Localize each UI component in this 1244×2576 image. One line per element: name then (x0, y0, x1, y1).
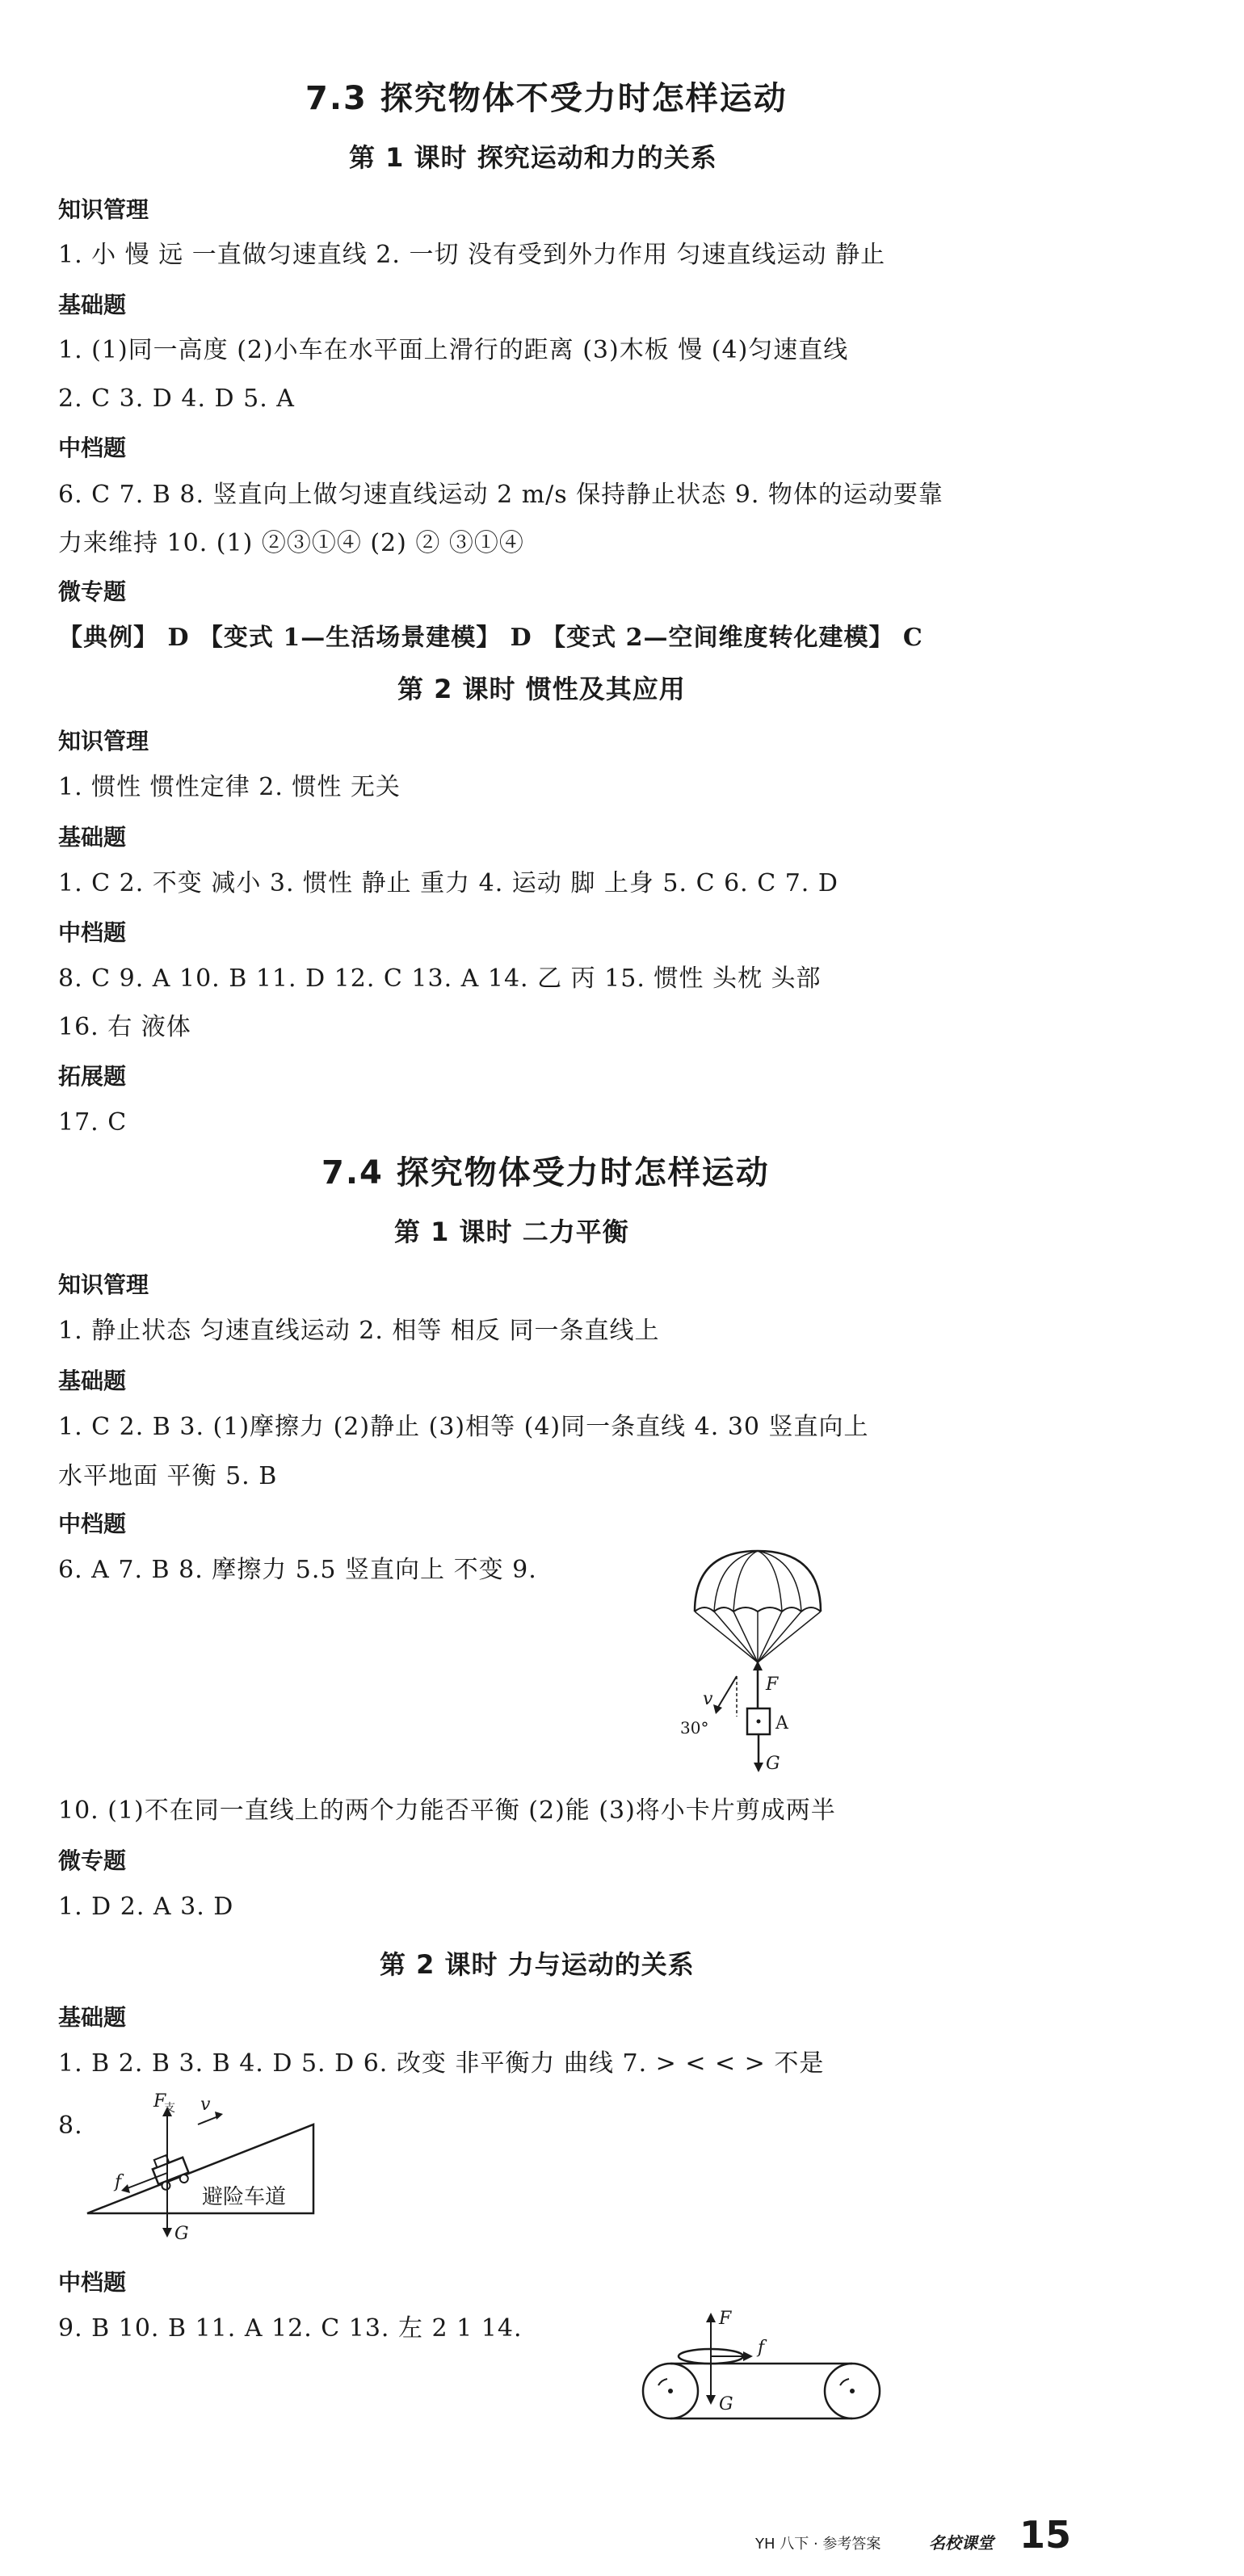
heading-basic: 基础题 (58, 824, 127, 851)
heading-basic: 基础题 (58, 1368, 127, 1394)
answer-line: 6. A 7. B 8. 摩擦力 5.5 竖直向上 不变 9. (58, 1556, 537, 1584)
answer-line: 1. 小 慢 远 一直做匀速直线 2. 一切 没有受到外力作用 匀速直线运动 静止 (58, 241, 886, 269)
answer-line: 1. C 2. 不变 减小 3. 惯性 静止 重力 4. 运动 脚 上身 5. C 6. C 7. D (58, 869, 838, 897)
force-label-G: G (174, 2224, 189, 2244)
heading-extension: 拓展题 (58, 1063, 127, 1090)
angle-label: 30° (680, 1718, 709, 1738)
force-label-F: F (719, 2309, 732, 2329)
answer-line: 9. B 10. B 11. A 12. C 13. 左 2 1 14. (58, 2314, 523, 2343)
ramp-label: 避险车道 (202, 2185, 287, 2209)
answer-line: 16. 右 液体 (58, 1013, 191, 1041)
heading-medium: 中档题 (58, 1511, 127, 1537)
lesson-title: 第 1 课时 二力平衡 (394, 1217, 629, 1247)
answer-line: 1. 惯性 惯性定律 2. 惯性 无关 (58, 773, 401, 801)
heading-micro: 微专题 (58, 578, 127, 605)
heading-medium: 中档题 (58, 2269, 127, 2296)
heading-knowledge: 知识管理 (58, 728, 149, 754)
friction-label-f: f (758, 2338, 765, 2358)
page-number: 15 (1019, 2513, 1072, 2557)
section-title-7-3: 7.3 探究物体不受力时怎样运动 (305, 80, 788, 117)
force-label-G: G (766, 1754, 780, 1774)
heading-medium: 中档题 (58, 919, 127, 946)
answer-line: 【典例】 D 【变式 1—生活场景建模】 D 【变式 2—空间维度转化建模】 C (58, 624, 923, 652)
answer-line: 1. D 2. A 3. D (58, 1893, 234, 1921)
answer-line: 1. C 2. B 3. (1)摩擦力 (2)静止 (3)相等 (4)同一条直线 4. 30 竖直向上 (58, 1413, 869, 1441)
lesson-title: 第 2 课时 力与运动的关系 (380, 1949, 695, 1980)
conveyor-diagram (622, 2306, 905, 2431)
answer-line: 1. B 2. B 3. B 4. D 5. D 6. 改变 非平衡力 曲线 7. > < < > 不是 (58, 2049, 825, 2078)
heading-medium: 中档题 (58, 435, 127, 461)
answer-line: 1. 静止状态 匀速直线运动 2. 相等 相反 同一条直线上 (58, 1317, 660, 1345)
ramp-diagram (81, 2092, 323, 2246)
answer-line: 2. C 3. D 4. D 5. A (58, 385, 295, 413)
parachute-diagram (679, 1543, 840, 1777)
force-label-G: G (719, 2394, 733, 2414)
lesson-title: 第 2 课时 惯性及其应用 (397, 674, 686, 704)
force-label-F: F (153, 2092, 166, 2112)
answer-line: 8. C 9. A 10. B 11. D 12. C 13. A 14. 乙 丙 15. 惯性 头枕 头部 (58, 964, 822, 993)
velocity-label-v: v (200, 2095, 211, 2115)
friction-label-f: f (115, 2172, 122, 2192)
heading-knowledge: 知识管理 (58, 196, 149, 223)
velocity-label-v: v (703, 1689, 713, 1709)
heading-basic: 基础题 (58, 292, 127, 318)
brand-logo: 名校课堂 (929, 2533, 994, 2553)
section-title-7-4: 7.4 探究物体受力时怎样运动 (322, 1154, 770, 1191)
answer-line: 6. C 7. B 8. 竖直向上做匀速直线运动 2 m/s 保持静止状态 9. 物体的运动要靠 (58, 481, 944, 509)
answer-line: 8. (58, 2112, 83, 2140)
answer-line: 1. (1)同一高度 (2)小车在水平面上滑行的距离 (3)木板 慢 (4)匀速直线 (58, 336, 849, 364)
answer-line: 水平地面 平衡 5. B (58, 1462, 278, 1490)
block-label-A: A (775, 1713, 788, 1733)
answer-line: 力来维持 10. (1) ②③①④ (2) ② ③①④ (58, 529, 524, 557)
heading-micro: 微专题 (58, 1847, 127, 1874)
heading-basic: 基础题 (58, 2004, 127, 2031)
answer-line: 17. C (58, 1108, 128, 1137)
force-subscript: 支 (164, 2102, 175, 2115)
footer-label: YH 八下 · 参考答案 (755, 2536, 881, 2553)
answer-line: 10. (1)不在同一直线上的两个力能否平衡 (2)能 (3)将小卡片剪成两半 (58, 1796, 836, 1825)
heading-knowledge: 知识管理 (58, 1271, 149, 1298)
lesson-title: 第 1 课时 探究运动和力的关系 (349, 142, 717, 173)
force-label-F: F (766, 1675, 779, 1695)
